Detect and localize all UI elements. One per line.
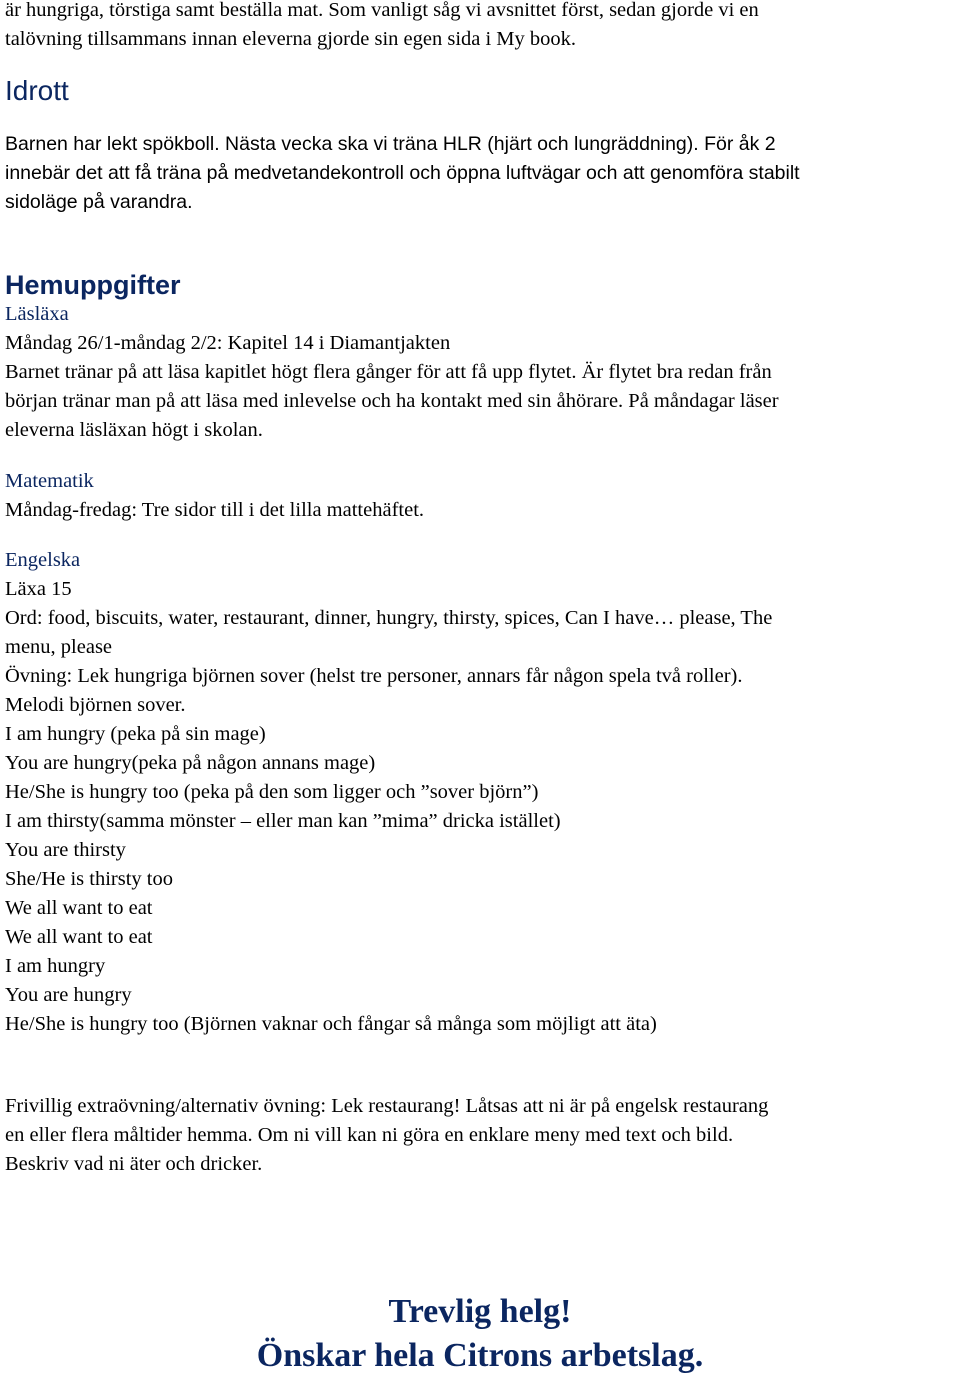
engelska-line: Melodi björnen sover.: [5, 694, 186, 716]
engelska-label: Engelska: [5, 549, 81, 571]
matematik-section: [5, 467, 424, 525]
matematik-line: Måndag-fredag: Tre sidor till i det lilla mattehäftet.: [5, 499, 425, 521]
intro-line: talövning tillsammans innan eleverna gjorde sin egen sida i My book.: [5, 28, 577, 50]
engelska-line: menu, please: [5, 636, 113, 658]
engelska-line: She/He is thirsty too: [5, 868, 173, 890]
idrott-heading: Idrott: [5, 75, 69, 106]
engelska-line: I am thirsty(samma mönster – eller man kan ”mima” dricka istället): [5, 810, 561, 832]
engelska-line: You are hungry: [5, 984, 132, 1006]
lasläxa-section: [5, 300, 779, 445]
frivillig-line: en eller flera måltider hemma. Om ni vill kan ni göra en enklare meny med text och bild.: [5, 1124, 734, 1146]
engelska-line: Ord: food, biscuits, water, restaurant, dinner, hungry, thirsty, spices, Can I have… please, The: [5, 607, 773, 629]
lasläxa-label: Läsläxa: [5, 303, 69, 325]
lasläxa-line: Barnet tränar på att läsa kapitlet högt flera gånger för att få upp flytet. Är flytet bra redan från: [5, 361, 772, 383]
engelska-line: He/She is hungry too (Björnen vaknar och fångar så många som möjligt att äta): [5, 1013, 657, 1035]
idrott-line: innebär det att få träna på medvetandekontroll och öppna luftvägar och att genomföra stabilt: [5, 162, 800, 184]
closing-greeting: Trevlig helg!: [388, 1293, 572, 1330]
engelska-line: He/She is hungry too (peka på den som ligger och ”sover björn”): [5, 781, 539, 803]
idrott-line: Barnen har lekt spökboll. Nästa vecka ska vi träna HLR (hjärt och lungräddning). För åk 2: [5, 133, 776, 155]
engelska-line: Övning: Lek hungriga björnen sover (helst tre personer, annars får någon spela två roller).: [5, 665, 743, 687]
engelska-line: I am hungry: [5, 955, 106, 977]
engelska-line: We all want to eat: [5, 926, 153, 948]
idrott-line: sidoläge på varandra.: [5, 191, 193, 213]
engelska-line: You are thirsty: [5, 839, 126, 861]
intro-paragraph: [5, 0, 759, 54]
idrott-paragraph: [5, 130, 800, 217]
closing-signature: Önskar hela Citrons arbetslag.: [256, 1337, 704, 1374]
frivillig-line: Frivillig extraövning/alternativ övning: Lek restaurang! Låtsas att ni är på engelsk restaurang: [5, 1095, 769, 1117]
lasläxa-dates: Måndag 26/1-måndag 2/2: Kapitel 14 i Diamantjakten: [5, 332, 451, 354]
lasläxa-line: början tränar man på att läsa med inlevelse och ha kontakt med sin åhörare. På måndagar läser: [5, 390, 779, 412]
hemuppgifter-heading: Hemuppgifter: [5, 270, 181, 300]
matematik-label: Matematik: [5, 470, 94, 492]
engelska-line: We all want to eat: [5, 897, 153, 919]
frivillig-line: Beskriv vad ni äter och dricker.: [5, 1153, 263, 1175]
lasläxa-line: eleverna läsläxan högt i skolan.: [5, 419, 263, 441]
engelska-section: [5, 546, 772, 1039]
engelska-line: I am hungry (peka på sin mage): [5, 723, 266, 745]
frivillig-section: [5, 1092, 768, 1179]
engelska-line: You are hungry(peka på någon annans mage): [5, 752, 376, 774]
engelska-line: Läxa 15: [5, 578, 72, 600]
intro-line: är hungriga, törstiga samt beställa mat. Som vanligt såg vi avsnittet först, sedan gjorde vi en: [5, 0, 759, 21]
